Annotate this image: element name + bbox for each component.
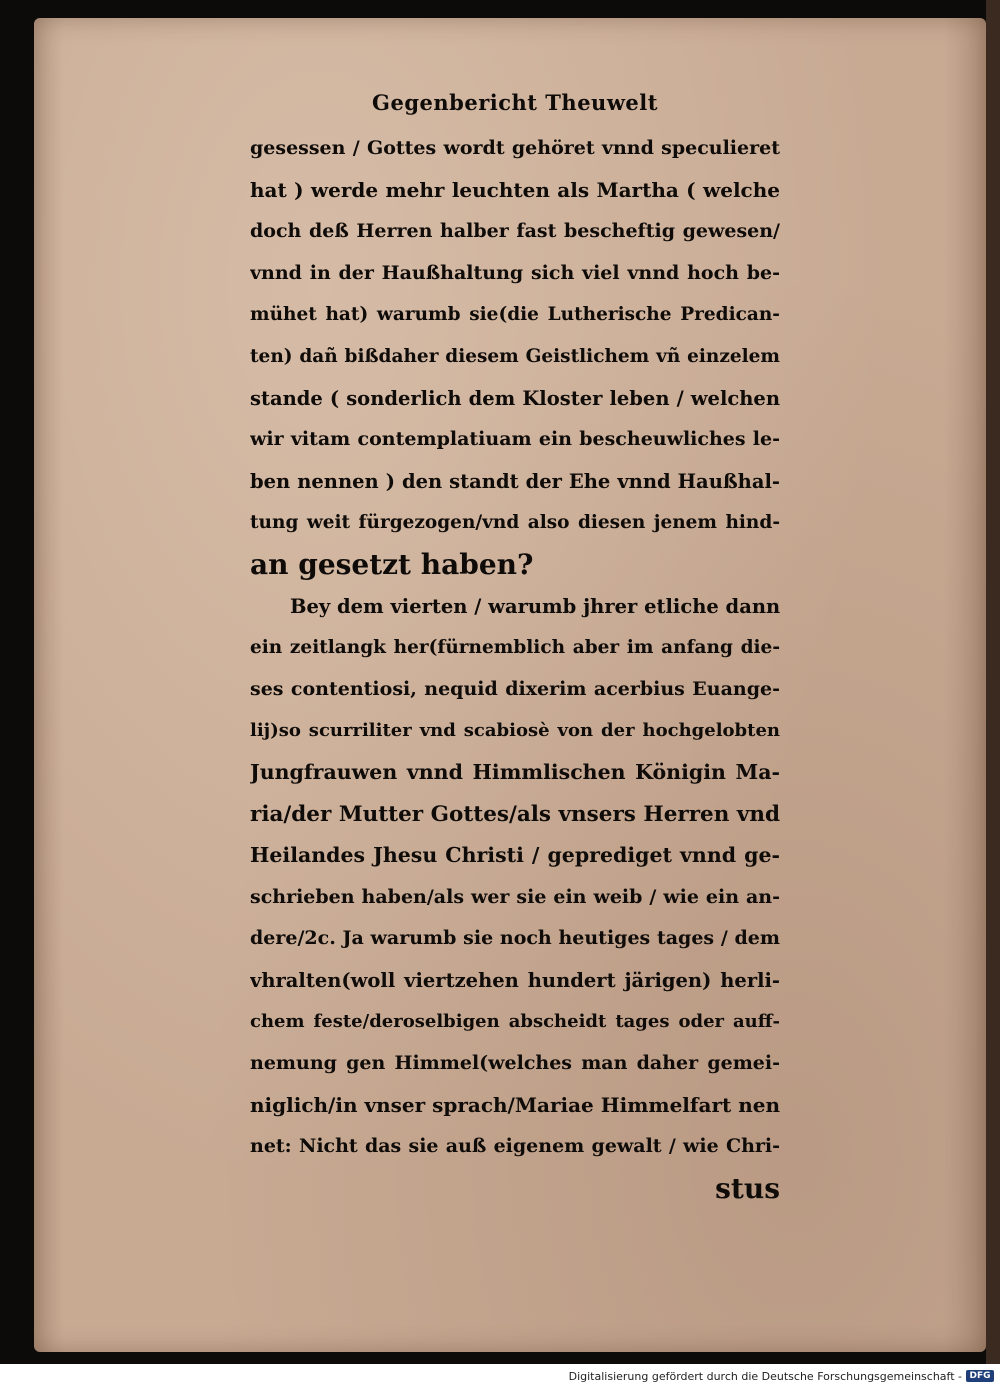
text-line: chem feste/deroselbigen abscheidt tages oder auff- (250, 1011, 780, 1033)
text-line: vhralten(woll viertzehen hundert järigen) herli- (250, 968, 780, 992)
text-line: niglich/in vnser sprach/Mariae Himmelfart nen (250, 1092, 780, 1117)
text-line: tung weit fürgezogen/vnd also diesen jenem hind- (250, 512, 780, 534)
digitization-footer (0, 1364, 1000, 1388)
dfg-logo: DFG (966, 1370, 994, 1382)
text-line: dere/2c. Ja warumb sie noch heutiges tages / dem (250, 927, 780, 950)
text-block (250, 88, 780, 1209)
text-line: nemung gen Himmel(welches man daher gemei- (250, 1052, 780, 1075)
text-line: mühet hat) warumb sie(die Lutherische Predican- (250, 304, 780, 326)
catchword: stus (715, 1171, 780, 1205)
text-line: an gesetzt haben? (250, 547, 534, 581)
text-line: schrieben haben/als wer sie ein weib / wie ein an- (250, 885, 780, 908)
text-line: ria/der Mutter Gottes/als vnsers Herren vnd (250, 801, 780, 827)
text-line: gesessen / Gottes wordt gehöret vnnd speculieret (250, 137, 780, 159)
text-line: Jungfrauwen vnnd Himmlischen Königin Ma- (250, 759, 780, 784)
funding-credit: Digitalisierung gefördert durch die Deutsche Forschungsgemeinschaft - (568, 1370, 962, 1383)
book-page (34, 18, 986, 1352)
text-line: wir vitam contemplatiuam ein bescheuwliches le- (250, 428, 780, 451)
text-line: Bey dem vierten / warumb jhrer etliche dann (290, 594, 780, 618)
text-line: net: Nicht das sie auß eigenem gewalt / wie Chri- (250, 1135, 780, 1158)
text-line: ein zeitlangk her(fürnemblich aber im anfang die- (250, 637, 780, 659)
text-line: ten) dañ bißdaher diesem Geistlichem vñ einzelem (250, 345, 780, 367)
text-line: stande ( sonderlich dem Kloster leben / welchen (250, 386, 780, 410)
text-line: vnnd in der Haußhaltung sich viel vnnd hoch be- (250, 261, 780, 284)
text-line: Heilandes Jhesu Christi / geprediget vnnd ge- (250, 843, 780, 868)
text-line: lij)so scurriliter vnd scabiosè von der hochgelobten (250, 720, 780, 742)
text-line: hat ) werde mehr leuchten als Martha ( welche (250, 177, 780, 202)
scan-edge-band (986, 0, 1000, 1364)
body-text (250, 128, 780, 1168)
text-line: ses contentiosi, nequid dixerim acerbius Euange- (250, 677, 780, 700)
text-line: ben nennen ) den standt der Ehe vnnd Haußhal- (250, 469, 780, 493)
text-line: doch deß Herren halber fast bescheftig gewesen/ (250, 220, 780, 243)
running-head: Gegenbericht Theuwelt (372, 90, 658, 115)
